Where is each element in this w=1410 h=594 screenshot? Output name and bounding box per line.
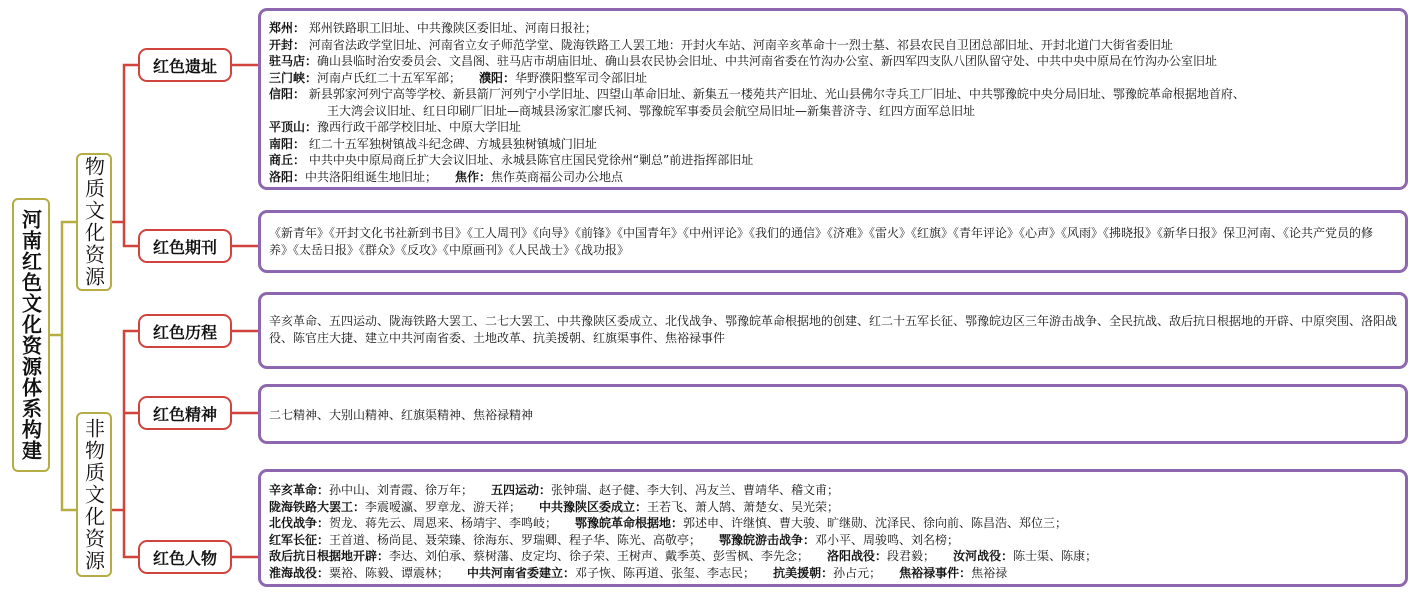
content-row: [269, 20, 1397, 37]
entry-key: 焦作：: [455, 169, 492, 184]
entry-key: 北伐战争：: [269, 516, 330, 530]
entry-key: 濮阳：: [479, 70, 516, 85]
content-row: [269, 482, 1397, 499]
entry-key: 平顶山：: [269, 120, 318, 134]
entry-value: 郑州铁路职工旧址、中共豫陕区委旧址、河南日报社；: [305, 21, 597, 35]
entry-value: 王首道、杨尚昆、聂荣臻、徐海东、罗瑞卿、程子华、陈光、高敬亭；: [329, 532, 702, 547]
entry-key: 商丘：: [269, 153, 306, 167]
entry-value: 确山县临时治安委员会、文昌阁、驻马店市胡庙旧址、确山县农民协会旧址、中共河南省委在竹沟办公室、新四军四支队八团队留守处、中共中央中原局在竹沟办公室旧址: [317, 54, 1218, 68]
entry-key: 洛阳战役：: [827, 549, 888, 563]
content-row: [269, 515, 1397, 532]
entry-key: 洛阳：: [269, 169, 306, 184]
red-spirit-content: [258, 384, 1408, 444]
content-row: [269, 86, 1397, 103]
entry-key: 淮海战役：: [269, 565, 330, 580]
entry-value: 邓子恢、陈再道、张玺、李志民；: [575, 565, 756, 580]
red-periodicals-content: [258, 210, 1408, 273]
entry-value: 河南卢氏红二十五军军部；: [317, 70, 462, 85]
entry-value: 粟裕、陈毅、谭震林；: [329, 565, 450, 580]
entry-key: 五四运动：: [491, 483, 552, 497]
red-history-content: [258, 292, 1408, 369]
entry-value: 郭述申、许继慎、曹大骏、旷继勋、沈泽民、徐向前、陈昌浩、郑位三；: [683, 516, 1068, 530]
material-connector: [112, 65, 138, 246]
node-red-figures: 红色人物: [138, 540, 232, 574]
entry-value: 河南省法政学堂旧址、河南省立女子师范学堂、陇海铁路工人罢工地：开封火车站、河南辛亥革命十一烈士墓、祁县农民自卫团总部旧址、开封北道门大街省委旧址: [305, 37, 1173, 52]
leaf-connectors: [232, 65, 258, 557]
content-row: [269, 103, 1397, 120]
node-red-spirit: 红色精神: [138, 396, 232, 430]
red-spirit-text: 二七精神、大别山精神、红旗渠精神、焦裕禄精神: [269, 408, 534, 422]
entry-key: 鄂豫皖革命根据地：: [575, 516, 684, 530]
entry-value: 孙占元；: [833, 565, 882, 580]
root-node: 河南红色文化资源体系构建: [12, 198, 50, 472]
entry-value: 李震嗳瀛、罗章龙、游天祥；: [365, 499, 522, 514]
entry-value: 邓小平、周骏鸣、刘名榜；: [815, 532, 960, 547]
entry-key: 中共豫陕区委成立：: [539, 499, 648, 514]
entry-value: 新县郭家河列宁高等学校、新县箭厂河列宁小学旧址、四望山革命旧址、新集五一楼苑共产旧址、光山县佛尔寺兵工厂旧址、中共鄂豫皖中央分局旧址、鄂豫皖革命根据地首府、: [305, 87, 1245, 101]
node-red-history: 红色历程: [138, 314, 232, 348]
content-row: [269, 53, 1397, 70]
entry-key: 抗美援朝：: [773, 565, 834, 580]
entry-value: 王若飞、萧人鹄、萧楚女、吴光荣；: [647, 499, 840, 514]
entry-value: 张钟瑞、赵子健、李大钊、冯友兰、曹靖华、稽文甫；: [551, 483, 840, 497]
entry-key: 焦裕禄事件：: [899, 565, 972, 580]
entry-key: 敌后抗日根据地开辟：: [269, 549, 390, 563]
entry-value: 中共中央中原局商丘扩大会议旧址、永城县陈官庄国民党徐州“剿总”前进指挥部旧址: [305, 153, 754, 167]
entry-key: 南阳：: [269, 136, 306, 151]
branch-material-culture: 物质文化资源: [76, 153, 112, 291]
entry-value: 孙中山、刘青霞、徐万年；: [329, 483, 474, 497]
nonmaterial-connector: [112, 331, 138, 557]
entry-key: 信阳：: [269, 87, 306, 101]
content-row: [269, 37, 1397, 54]
node-red-periodicals: 红色期刊: [138, 229, 232, 263]
entry-key: 中共河南省委建立：: [467, 565, 576, 580]
branch-nonmaterial-culture: 非物质文化资源: [76, 412, 112, 577]
entry-value: 李达、刘伯承、蔡树藩、皮定均、徐子荣、王树声、戴季英、彭雪枫、李先念；: [389, 549, 810, 563]
entry-value: 陈士渠、陈康；: [1013, 549, 1098, 563]
entry-value: 中共洛阳组诞生地旧址；: [305, 169, 438, 184]
entry-value: 华野濮阳整军司令部旧址: [515, 70, 648, 85]
entry-value: 焦作英商福公司办公地点: [491, 169, 624, 184]
entry-key: 红军长征：: [269, 532, 330, 547]
content-row: [269, 565, 1397, 582]
entry-key: 辛亥革命：: [269, 483, 330, 497]
entry-value: 焦裕禄: [971, 565, 1008, 580]
root-connector: [50, 222, 76, 510]
entry-key: 汝河战役：: [953, 549, 1014, 563]
entry-value: 红二十五军独树镇战斗纪念碑、方城县独树镇城门旧址: [305, 136, 597, 151]
red-sites-content: [258, 8, 1408, 190]
entry-key: 郑州：: [269, 21, 306, 35]
content-row: [269, 169, 1397, 186]
entry-value: 贺龙、蒋先云、周恩来、杨靖宇、李鸣岐；: [329, 516, 558, 530]
entry-key: 三门峡：: [269, 70, 318, 85]
entry-value: 豫西行政干部学校旧址、中原大学旧址: [317, 120, 522, 134]
red-history-text: 辛亥革命、五四运动、陇海铁路大罢工、二七大罢工、中共豫陕区委成立、北伐战争、鄂豫皖革命根据地的创建、红二十五军长征、鄂豫皖边区三年游击战争、全民抗战、敌后抗日根据地的开辟、中原突围、洛阳战役、陈官庄大捷、建立中共河南省委、土地改革、抗美援朝、红旗渠事件、焦裕禄事件: [269, 314, 1398, 345]
entry-key: 陇海铁路大罢工：: [269, 499, 366, 514]
content-row: [269, 499, 1397, 516]
entry-value: 王大湾会议旧址、红日印刷厂旧址—商城县汤家汇廖氏祠、鄂豫皖军事委员会航空局旧址—新集普济寺、红四方面军总旧址: [327, 103, 976, 118]
content-row: [269, 136, 1397, 153]
content-row: [269, 119, 1397, 136]
entry-key: 鄂豫皖游击战争：: [719, 532, 816, 547]
content-row: [269, 548, 1397, 565]
content-row: [269, 532, 1397, 549]
content-row: [269, 152, 1397, 169]
entry-value: 段君毅；: [887, 549, 936, 563]
entry-key: 开封：: [269, 37, 306, 52]
node-red-sites: 红色遗址: [138, 48, 232, 82]
red-periodicals-text: 《新青年》《开封文化书社新到书目》《工人周刊》《向导》《前锋》《中国青年》《中州评论》《我们的通信》《济难》《雷火》《红旗》《青年评论》《心声》《风雨》《拂晓报》《新华日报》保卫河南、《论共产党员的修养》《太岳日报》《群众》《反攻》《中原画刊》《人民战士》《战功报》: [269, 226, 1374, 257]
red-figures-content: [258, 469, 1408, 587]
content-row: [269, 70, 1397, 87]
entry-key: 驻马店：: [269, 54, 318, 68]
